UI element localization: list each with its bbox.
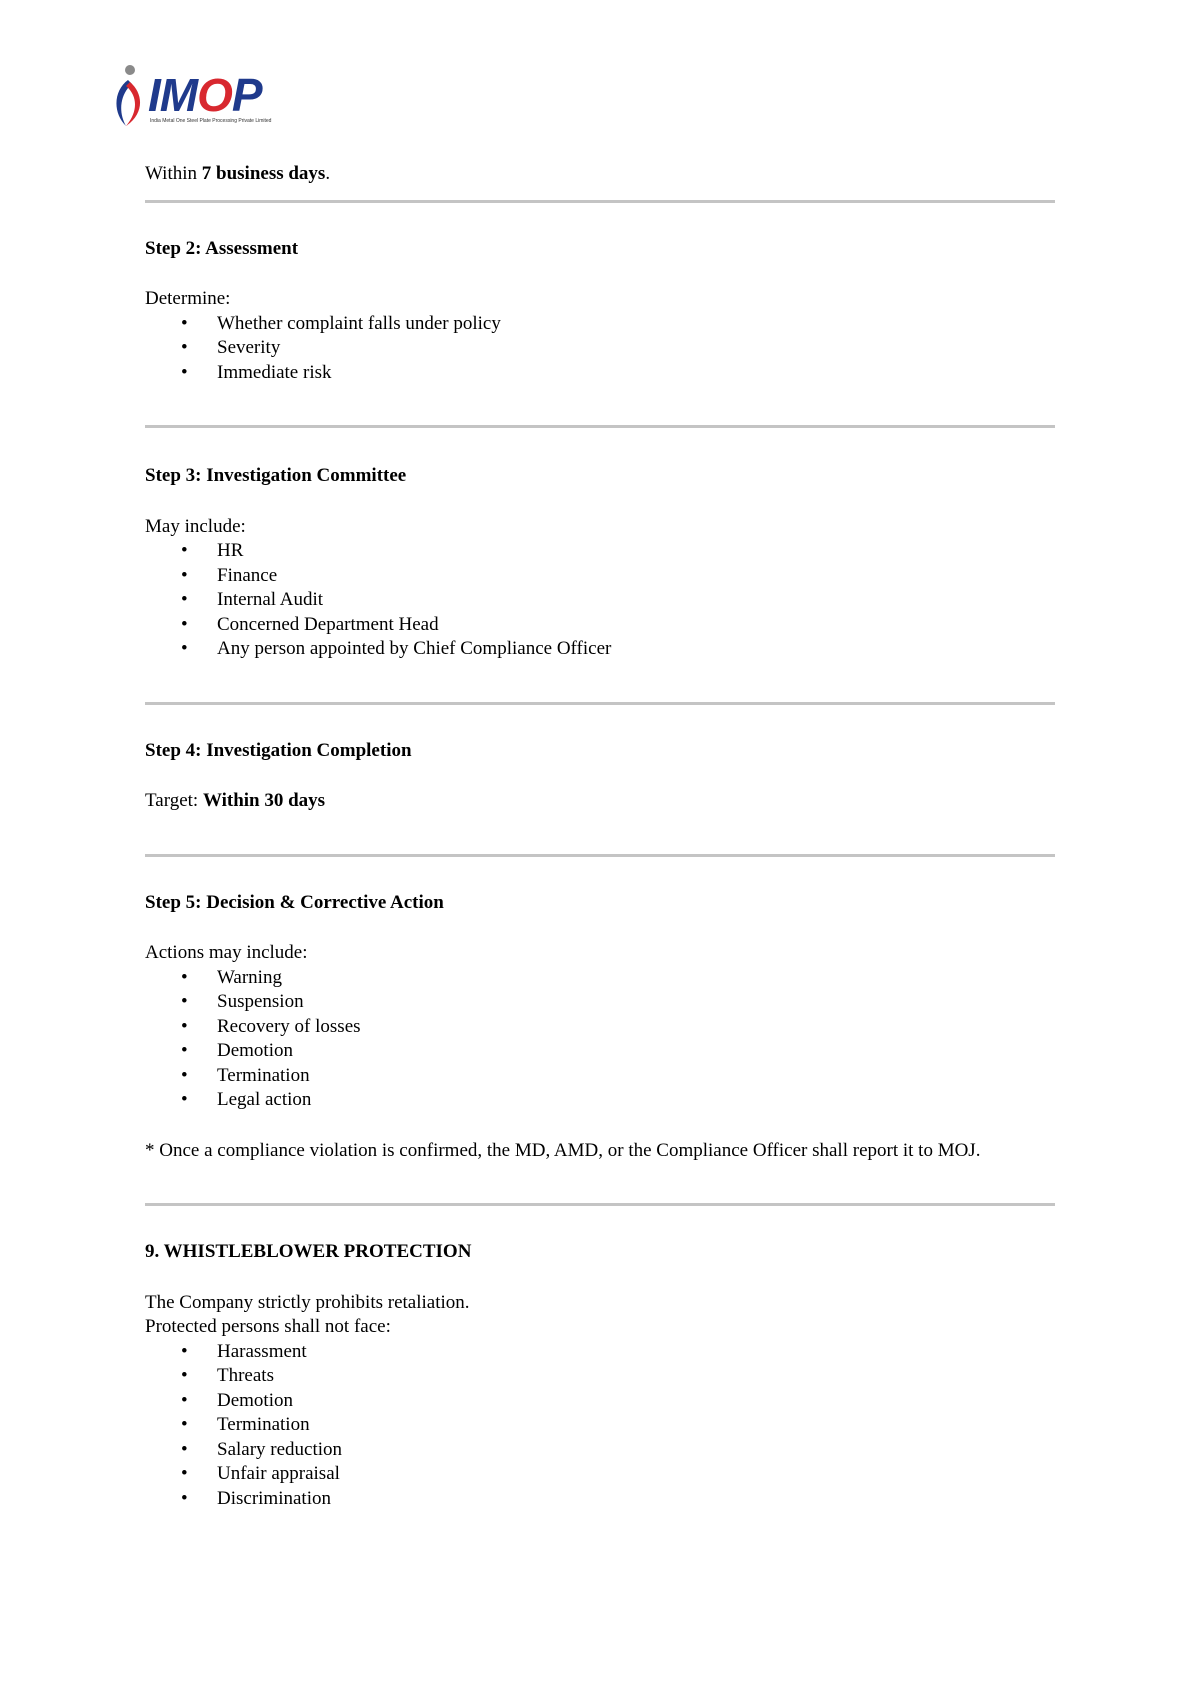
list-item: • Legal action: [145, 1088, 1055, 1113]
step4-heading: Step 4: Investigation Completion: [145, 739, 412, 761]
document-body: [145, 150, 1055, 1511]
step2-heading: Step 2: Assessment: [145, 237, 299, 259]
list-item: • Warning: [145, 966, 1055, 991]
list-item: • Unfair appraisal: [145, 1462, 1055, 1487]
list-item: • Any person appointed by Chief Compliance Officer: [145, 637, 1055, 662]
list-item: • Severity: [145, 336, 1055, 361]
list-item: • Harassment: [145, 1340, 1055, 1365]
step5-heading: Step 5: Decision & Corrective Action: [145, 891, 444, 913]
step4-lead: Target: Within 30 days: [145, 790, 326, 811]
step3-heading: Step 3: Investigation Committee: [145, 465, 407, 486]
step3-lead: May include:: [145, 515, 246, 537]
list-item: • Discrimination: [145, 1487, 1055, 1512]
step5-list: [145, 966, 1055, 1113]
list-item: • Finance: [145, 564, 1055, 589]
step5-lead: Actions may include:: [145, 942, 308, 963]
divider: [145, 702, 1055, 705]
list-item: • Salary reduction: [145, 1438, 1055, 1463]
list-item: • Termination: [145, 1413, 1055, 1438]
step5-note: * Once a compliance violation is confirmed, the MD, AMD, or the Compliance Officer shall report it to MOJ.: [145, 1139, 981, 1161]
step2-lead: Determine:: [145, 288, 231, 309]
divider: [145, 200, 1055, 203]
section9-list: [145, 1340, 1055, 1512]
section9-line2: Protected persons shall not face:: [145, 1316, 391, 1337]
logo-tagline: India Metal One Steel Plate Processing Private Limited: [150, 118, 272, 124]
divider: [145, 425, 1055, 428]
list-item: • Recovery of losses: [145, 1015, 1055, 1040]
list-item: • Concerned Department Head: [145, 613, 1055, 638]
section9-line1: The Company strictly prohibits retaliation.: [145, 1291, 470, 1313]
list-item: • Internal Audit: [145, 588, 1055, 613]
list-item: • Whether complaint falls under policy: [145, 312, 1055, 337]
company-logo: [104, 60, 274, 136]
list-item: • Demotion: [145, 1389, 1055, 1414]
section9-heading: 9. WHISTLEBLOWER PROTECTION: [145, 1241, 472, 1262]
list-item: • Immediate risk: [145, 361, 1055, 386]
list-item: • Termination: [145, 1064, 1055, 1089]
step2-list: [145, 312, 1055, 386]
intro-line: Within 7 business days.: [145, 163, 331, 184]
list-item: • HR: [145, 539, 1055, 564]
divider: [145, 854, 1055, 857]
list-item: • Demotion: [145, 1039, 1055, 1064]
step3-list: [145, 539, 1055, 662]
list-item: • Threats: [145, 1364, 1055, 1389]
list-item: • Suspension: [145, 990, 1055, 1015]
imop-logo-mark-icon: [104, 60, 148, 132]
logo-wordmark: IMOP: [148, 69, 262, 121]
divider: [145, 1203, 1055, 1206]
